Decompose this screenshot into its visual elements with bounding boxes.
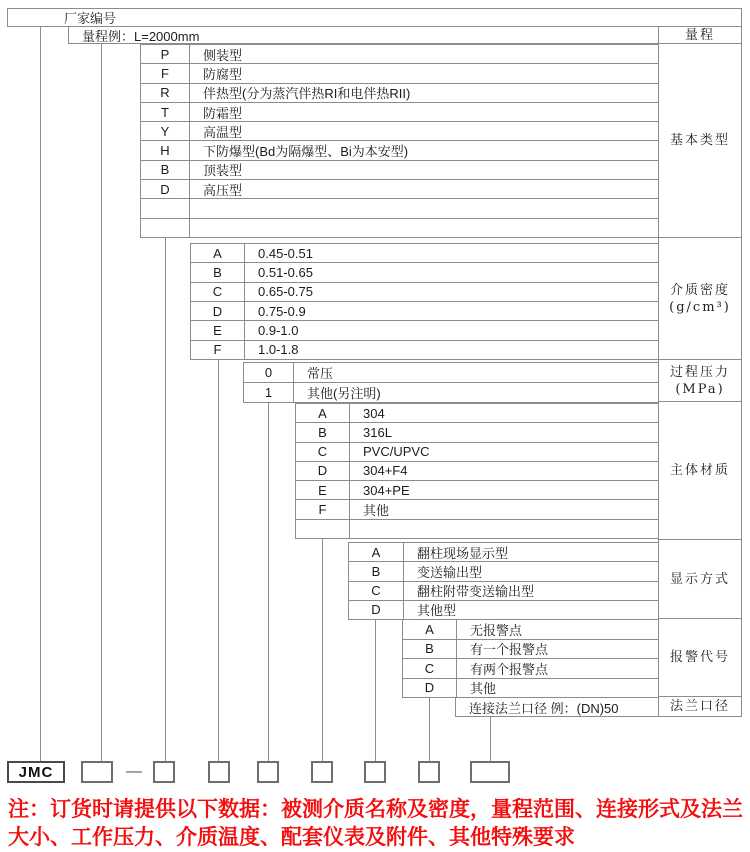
description-cell: 无报警点 [470,622,523,638]
code-cell: C [191,283,245,301]
ordering-note [8,796,748,852]
code-cell: A [296,404,350,422]
code-cell: D [191,302,245,320]
connector-line [429,698,430,761]
description-cell: PVC/UPVC [363,444,430,460]
connector-line [490,717,491,761]
connector-line [40,26,41,761]
label-line: 主体材质 [669,463,730,478]
model-prefix-box [7,761,65,783]
factory-number-label: 厂家编号 [64,11,117,26]
code-cell: A [403,620,457,639]
description-cell [190,219,658,237]
description-cell: 304 [363,405,385,421]
description-cell: 316L [363,424,392,440]
label-line: 报警代号 [669,650,730,665]
material-row-C [296,442,658,461]
display-row-A [349,543,658,561]
display-table [348,542,658,620]
dash-glyph: — [126,762,142,780]
code-cell: T [141,103,190,121]
connector-line [218,360,219,761]
model-digit-box [208,761,230,783]
code-cell: H [141,141,190,159]
model-digit-box [153,761,175,783]
model-digit-box [364,761,386,783]
description-cell: 0.75-0.9 [258,303,306,319]
pressure-table [243,362,658,403]
code-cell: D [141,180,190,198]
material-row-B [296,422,658,441]
connector-line [165,238,166,761]
range-category-label [659,27,741,44]
basic-row-P [141,45,658,63]
description-cell: 1.0-1.8 [258,342,299,358]
code-cell: B [349,562,404,580]
density-table [190,243,658,360]
model-digit-box [81,761,113,783]
code-cell: B [296,423,350,441]
code-cell: A [349,543,404,561]
label-line: 量程 [684,27,715,43]
description-cell: 下防爆型(Bd为隔爆型、Bi为本安型) [203,144,409,160]
code-cell: B [141,161,190,179]
description-cell: 翻柱现场显示型 [417,545,509,561]
connector-line [101,44,102,761]
material-row-D [296,461,658,480]
description-cell: 高压型 [203,182,243,198]
description-cell: 有两个报警点 [470,661,549,677]
alarm-row-C [403,658,658,678]
basic-table [140,44,658,238]
description-cell: 0.9-1.0 [258,322,299,338]
label-line: (MPa) [675,381,725,397]
basic-row-R [141,83,658,102]
basic-row-empty [141,198,658,217]
material-row-F [296,499,658,518]
connector-line [375,620,376,761]
pressure-row-0 [244,363,658,382]
density-row-E [191,320,658,339]
description-cell: 0.65-0.75 [258,284,313,300]
range-example-label: 量程例：L=2000mm [82,28,200,44]
code-cell [141,199,190,217]
description-cell: 0.51-0.65 [258,264,313,280]
code-cell: D [349,601,404,619]
material-row-empty [296,519,658,538]
alarm-row-D [403,678,658,698]
description-cell: 304+F4 [363,463,408,479]
description-cell: 伴热型(分为蒸汽伴热RI和电伴热RII) [203,86,411,102]
range-example-row [68,26,658,44]
code-cell: D [403,679,457,698]
alarm-table [402,619,658,698]
display-row-D [349,600,658,619]
code-cell: R [141,84,190,102]
flange-table [455,697,658,717]
alarm-category-label [659,619,741,697]
code-cell: B [403,640,457,659]
description-cell: 侧装型 [203,47,243,63]
material-row-A [296,404,658,422]
description-cell: 防腐型 [203,66,243,82]
description-cell: 常压 [307,366,334,381]
basic-row-T [141,102,658,121]
basic-row-empty [141,218,658,237]
density-row-A [191,244,658,262]
density-row-F [191,340,658,359]
code-cell: E [191,321,245,339]
factory-number-box [7,8,742,27]
pressure-category-label [659,360,741,402]
model-dash [116,761,152,782]
code-cell: E [296,481,350,499]
description-cell: 其他 [470,681,497,697]
pressure-row-1 [244,382,658,402]
label-line: 介质密度 [669,282,730,298]
code-cell: C [296,443,350,461]
description-cell: 连接法兰口径 例：(DN)50 [469,700,619,716]
code-cell: B [191,263,245,281]
flange-category-label [659,697,741,716]
flange-row-empty [456,698,658,716]
label-line: 基本类型 [669,133,730,148]
code-cell: Y [141,122,190,140]
description-cell: 顶装型 [203,163,243,179]
code-cell [141,219,190,237]
density-row-B [191,262,658,281]
description-cell: 防霜型 [203,105,243,121]
connector-line [322,539,323,761]
material-row-E [296,480,658,499]
ordering-note-line2: 大小、工作压力、介质温度、配套仪表及附件、其他特殊要求 [8,826,575,849]
description-cell: 304+PE [363,482,410,498]
description-cell: 其他 [363,503,390,519]
basic-row-H [141,140,658,159]
description-cell: 0.45-0.51 [258,245,313,261]
code-cell: 0 [244,363,294,382]
basic-row-B [141,160,658,179]
alarm-row-A [403,620,658,639]
density-row-D [191,301,658,320]
basic-row-D [141,179,658,198]
code-cell: C [403,659,457,678]
description-cell: 高温型 [203,124,243,140]
display-category-label [659,540,741,619]
description-cell: 变送输出型 [417,564,483,580]
display-row-C [349,581,658,600]
code-cell [296,520,350,538]
label-line: (g/cm³) [669,299,731,315]
code-cell: A [191,244,245,262]
description-cell [190,199,658,217]
material-category-label [659,402,741,540]
code-cell: F [141,64,190,82]
code-cell: 1 [244,383,294,402]
code-cell: D [296,462,350,480]
code-cell: F [296,500,350,518]
model-prefix-label: JMC [18,763,54,781]
description-cell [350,520,658,538]
model-digit-box [311,761,333,783]
description-cell: 有一个报警点 [470,642,549,658]
label-line: 显示方式 [669,571,730,587]
description-cell: 其他(另注明) [307,386,381,401]
model-digit-box [418,761,440,783]
density-category-label [659,238,741,360]
description-cell: 其他型 [417,603,457,619]
density-row-C [191,282,658,301]
basic-row-F [141,63,658,82]
connector-line [268,403,269,761]
model-digit-box [470,761,510,783]
basic-row-Y [141,121,658,140]
description-cell: 翻柱附带变送输出型 [417,584,535,600]
display-row-B [349,561,658,580]
ordering-note-line1: 注：订货时请提供以下数据：被测介质名称及密度，量程范围、连接形式及法兰 [8,798,743,821]
alarm-row-B [403,639,658,659]
code-cell: F [191,341,245,359]
category-label-column [658,26,742,717]
code-cell: C [349,582,404,600]
label-line: 法兰口径 [669,699,730,714]
code-cell: P [141,45,190,63]
material-table [295,403,658,539]
basic-category-label [659,44,741,238]
model-digit-box [257,761,279,783]
label-line: 过程压力 [669,364,730,380]
